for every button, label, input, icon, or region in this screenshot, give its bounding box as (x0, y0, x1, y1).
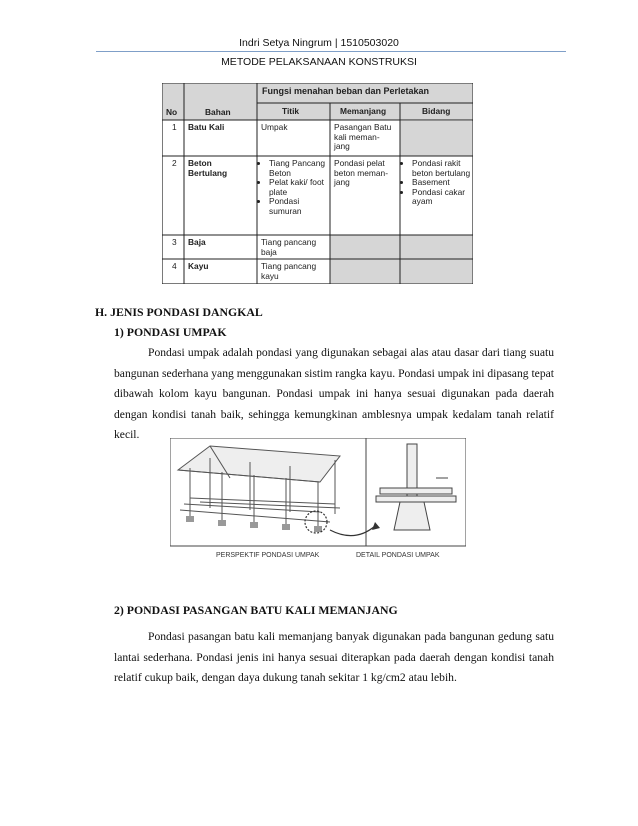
row3-titik: Tiang pancang baja (261, 237, 317, 257)
paragraph-batu-kali (114, 627, 554, 689)
col-titik: Titik (282, 106, 300, 116)
row2-titik-list (260, 159, 328, 217)
caption-perspective: PERSPEKTIF PONDASI UMPAK (216, 552, 320, 559)
subsection-heading-batu-kali: 2) PONDASI PASANGAN BATU KALI MEMANJANG (114, 603, 398, 617)
col-no: No (166, 107, 178, 117)
col-memanjang: Memanjang (340, 106, 387, 116)
list-item: • Basement (412, 178, 471, 188)
row4-no: 4 (172, 261, 177, 271)
header-course: METODE PELAKSANAAN KONSTRUKSI (221, 56, 417, 68)
row1-memanjang: Pasangan Batu kali meman- jang (334, 122, 392, 152)
col-bahan: Bahan (205, 107, 231, 117)
row4-titik: Tiang pancang kayu (261, 261, 317, 281)
row4-bahan: Kayu (188, 261, 209, 271)
row2-memanjang: Pondasi pelat beton meman- jang (334, 158, 388, 188)
section-heading: H. JENIS PONDASI DANGKAL (95, 305, 263, 319)
header-author: Indri Setya Ningrum | 1510503020 (239, 37, 399, 49)
row1-bahan: Batu Kali (188, 122, 225, 132)
paragraph-umpak-text: Pondasi umpak adalah pondasi yang digunakan sebagai alas atau dasar dari tiang suatu bangunan sederhana yang menggunakan sistim rangka kayu. Pondasi umpak ini dipasang tepat dibawah kolom kayu bangunan. Pondasi umpak ini hanya sesuai digunakan pada daerah dengan kondisi tanah baik, sehingga kemungkinan amblesnya umpak kedalam tanah relatif kecil. (114, 346, 554, 441)
caption-detail: DETAIL PONDASI UMPAK (356, 552, 440, 559)
list-item: • Pelat kaki/ foot plate (269, 178, 328, 197)
row1-no: 1 (172, 122, 177, 132)
house-frame-drawing (170, 438, 466, 568)
row3-no: 3 (172, 237, 177, 247)
umpak-illustration (170, 438, 466, 568)
header-divider (96, 51, 566, 52)
subsection-heading-umpak: 1) PONDASI UMPAK (114, 325, 227, 339)
col-bidang: Bidang (422, 106, 451, 116)
foundation-table (162, 83, 473, 284)
list-item: • Pondasi rakit beton bertulang (412, 159, 471, 178)
table-group-header: Fungsi menahan beban dan Perletakan (262, 86, 430, 96)
row1-titik: Umpak (261, 122, 288, 132)
list-item: • Pondasi sumuran (269, 197, 328, 216)
row2-bahan: Beton Bertulang (188, 158, 228, 178)
row3-bahan: Baja (188, 237, 206, 247)
list-item: • Tiang Pancang Beton (269, 159, 328, 178)
list-item: • Pondasi cakar ayam (412, 188, 471, 207)
paragraph-umpak (114, 343, 554, 446)
row2-bidang-list (403, 159, 471, 207)
paragraph-batu-kali-text: Pondasi pasangan batu kali memanjang banyak digunakan pada bangunan gedung satu lantai sederhana. Pondasi jenis ini hanya sesuai diterapkan pada daerah dengan kondisi tanah relatif cukup baik, dengan daya dukung tanah sekitar 1 kg/cm2 atau lebih. (114, 630, 554, 684)
row2-no: 2 (172, 158, 177, 168)
